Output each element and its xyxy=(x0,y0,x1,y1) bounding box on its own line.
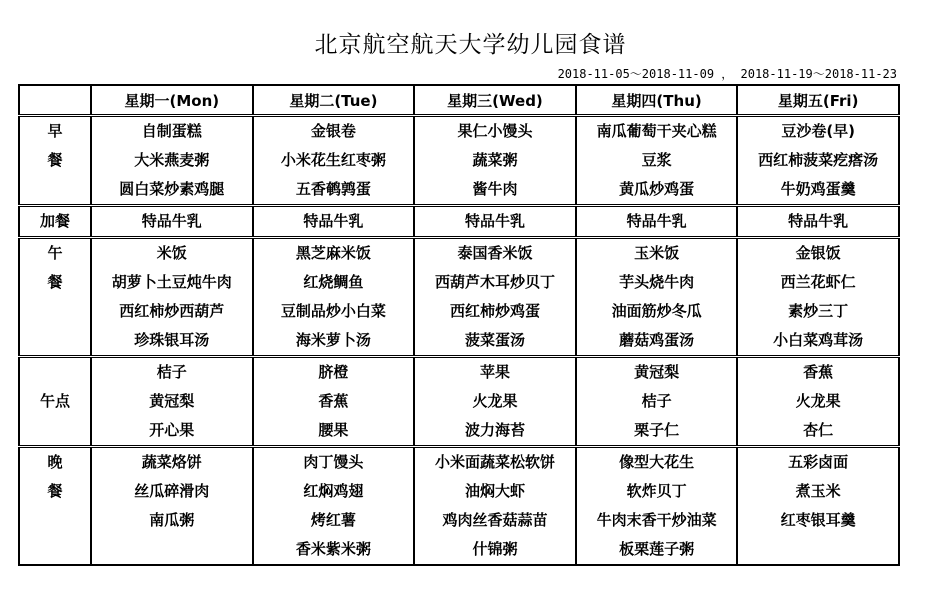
menu-item: 牛奶鸡蛋羹 xyxy=(780,180,856,198)
menu-item: 豆制品炒小白菜 xyxy=(280,302,386,320)
menu-item: 香米紫米粥 xyxy=(295,540,371,558)
meal-label-cell xyxy=(19,116,91,206)
menu-item: 豆沙卷(早) xyxy=(781,122,856,140)
meal-label: 加餐 xyxy=(39,212,70,230)
header-day-thu xyxy=(576,85,738,116)
menu-cell xyxy=(737,357,899,447)
menu-item: 黄瓜炒鸡蛋 xyxy=(619,180,695,198)
menu-item: 胡萝卜土豆炖牛肉 xyxy=(111,273,232,291)
header-day-label: 星期二(Tue) xyxy=(289,91,378,110)
meal-row-afternoon-snack xyxy=(19,357,899,447)
header-day-label: 星期四(Thu) xyxy=(611,91,702,110)
menu-item: 香蕉 xyxy=(803,363,834,381)
menu-item: 特品牛乳 xyxy=(464,212,525,230)
header-row xyxy=(19,85,899,116)
meal-label: 晚 xyxy=(47,453,63,471)
menu-cell xyxy=(737,206,899,238)
menu-item: 豆浆 xyxy=(641,151,672,169)
menu-item: 像型大花生 xyxy=(619,453,695,471)
menu-item: 香蕉 xyxy=(318,392,349,410)
menu-item: 南瓜葡萄干夹心糕 xyxy=(596,122,717,140)
header-day-label: 星期一(Mon) xyxy=(124,91,220,110)
meal-label: 早 xyxy=(47,122,63,140)
menu-item: 蔬菜烙饼 xyxy=(141,453,202,471)
menu-item: 海米萝卜汤 xyxy=(295,331,371,349)
menu-item: 脐橙 xyxy=(318,363,349,381)
menu-item: 煮玉米 xyxy=(795,482,841,500)
menu-item: 黄冠梨 xyxy=(149,392,195,410)
menu-item: 米饭 xyxy=(156,244,187,262)
header-day-label: 星期五(Fri) xyxy=(777,91,859,110)
meal-row-dinner xyxy=(19,447,899,566)
menu-cell xyxy=(576,238,738,357)
menu-item: 自制蛋糕 xyxy=(141,122,202,140)
menu-item: 桔子 xyxy=(641,392,672,410)
menu-item: 肉丁馒头 xyxy=(303,453,364,471)
menu-cell xyxy=(253,116,415,206)
menu-cell xyxy=(91,357,253,447)
menu-cell xyxy=(576,206,738,238)
menu-item: 开心果 xyxy=(149,421,195,439)
menu-cell xyxy=(253,206,415,238)
menu-item: 丝瓜碎滑肉 xyxy=(134,482,210,500)
menu-item: 火龙果 xyxy=(795,392,841,410)
meal-label: 餐 xyxy=(47,482,63,500)
meal-label: 餐 xyxy=(47,273,63,291)
menu-item: 素炒三丁 xyxy=(788,302,849,320)
menu-item: 油面筋炒冬瓜 xyxy=(611,302,702,320)
meal-row-lunch xyxy=(19,238,899,357)
menu-item: 五彩卤面 xyxy=(788,453,849,471)
menu-item: 杏仁 xyxy=(803,421,834,439)
menu-item: 特品牛乳 xyxy=(626,212,687,230)
menu-item: 鸡肉丝香菇蒜苗 xyxy=(442,511,548,529)
menu-item: 特品牛乳 xyxy=(303,212,364,230)
menu-item: 什锦粥 xyxy=(472,540,518,558)
menu-item: 菠菜蛋汤 xyxy=(464,331,525,349)
menu-item: 黄冠梨 xyxy=(634,363,680,381)
menu-cell xyxy=(576,357,738,447)
header-day-label: 星期三(Wed) xyxy=(447,91,543,110)
menu-cell xyxy=(253,238,415,357)
menu-item: 西兰花虾仁 xyxy=(780,273,856,291)
menu-item: 金银饭 xyxy=(795,244,841,262)
menu-item: 特品牛乳 xyxy=(141,212,202,230)
menu-item: 腰果 xyxy=(318,421,349,439)
meal-label: 午 xyxy=(47,244,63,262)
menu-cell xyxy=(737,238,899,357)
menu-item: 酱牛肉 xyxy=(472,180,518,198)
menu-item: 板栗莲子粥 xyxy=(619,540,695,558)
menu-item-empty xyxy=(92,535,252,564)
header-day-fri xyxy=(737,85,899,116)
menu-cell xyxy=(414,116,576,206)
menu-item: 珍珠银耳汤 xyxy=(134,331,210,349)
menu-item: 烤红薯 xyxy=(310,511,356,529)
menu-item: 西葫芦木耳炒贝丁 xyxy=(434,273,555,291)
menu-item: 黑芝麻米饭 xyxy=(295,244,371,262)
menu-item: 油焖大虾 xyxy=(464,482,525,500)
menu-item: 蔬菜粥 xyxy=(472,151,518,169)
menu-item: 红烧鲷鱼 xyxy=(303,273,364,291)
header-blank-cell xyxy=(19,85,91,116)
header-day-wed xyxy=(414,85,576,116)
menu-item: 大米燕麦粥 xyxy=(134,151,210,169)
meal-row-snack xyxy=(19,206,899,238)
meal-row-breakfast xyxy=(19,116,899,206)
menu-item: 小米花生红枣粥 xyxy=(280,151,386,169)
menu-item: 五香鹌鹑蛋 xyxy=(295,180,371,198)
menu-item: 栗子仁 xyxy=(634,421,680,439)
menu-item: 桔子 xyxy=(156,363,187,381)
meal-label-cell xyxy=(19,238,91,357)
menu-item: 波力海苔 xyxy=(464,421,525,439)
menu-item: 西红柿菠菜疙瘩汤 xyxy=(758,151,879,169)
menu-item: 软炸贝丁 xyxy=(626,482,687,500)
meal-label: 餐 xyxy=(47,151,63,169)
menu-item: 玉米饭 xyxy=(634,244,680,262)
menu-cell xyxy=(253,357,415,447)
menu-item: 圆白菜炒素鸡腿 xyxy=(119,180,225,198)
menu-item: 火龙果 xyxy=(472,392,518,410)
menu-table xyxy=(18,84,900,566)
menu-cell xyxy=(737,116,899,206)
menu-item: 泰国香米饭 xyxy=(457,244,533,262)
menu-cell xyxy=(576,116,738,206)
menu-cell xyxy=(91,206,253,238)
meal-label: 午点 xyxy=(39,392,70,410)
meal-label-cell xyxy=(19,357,91,447)
menu-item: 西红柿炒鸡蛋 xyxy=(449,302,540,320)
menu-cell xyxy=(414,447,576,566)
menu-item: 小白菜鸡茸汤 xyxy=(773,331,864,349)
menu-item: 西红柿炒西葫芦 xyxy=(119,302,225,320)
header-day-mon xyxy=(91,85,253,116)
menu-cell xyxy=(414,357,576,447)
menu-item: 南瓜粥 xyxy=(149,511,195,529)
menu-item: 小米面蔬菜松软饼 xyxy=(434,453,555,471)
menu-item: 红枣银耳羹 xyxy=(780,511,856,529)
page-title: 北京航空航天大学幼儿园食谱 xyxy=(314,32,627,58)
menu-cell xyxy=(576,447,738,566)
menu-cell xyxy=(91,238,253,357)
menu-item: 芋头烧牛肉 xyxy=(619,273,695,291)
header-day-tue xyxy=(253,85,415,116)
meal-label-cell xyxy=(19,447,91,566)
menu-cell xyxy=(737,447,899,566)
menu-item: 牛肉末香干炒油菜 xyxy=(596,511,717,529)
menu-item: 苹果 xyxy=(479,363,510,381)
menu-cell xyxy=(414,206,576,238)
date-range: 2018-11-05～2018-11-09 ， 2018-11-19～2018-11-23 xyxy=(557,67,897,81)
menu-item: 红焖鸡翅 xyxy=(303,482,364,500)
meal-label-cell xyxy=(19,206,91,238)
menu-cell xyxy=(91,116,253,206)
menu-item: 蘑菇鸡蛋汤 xyxy=(619,331,695,349)
menu-cell xyxy=(414,238,576,357)
menu-item: 特品牛乳 xyxy=(788,212,849,230)
menu-cell xyxy=(253,447,415,566)
menu-item-empty xyxy=(738,535,898,564)
menu-cell xyxy=(91,447,253,566)
menu-item: 金银卷 xyxy=(310,122,356,140)
menu-item: 果仁小馒头 xyxy=(457,122,533,140)
